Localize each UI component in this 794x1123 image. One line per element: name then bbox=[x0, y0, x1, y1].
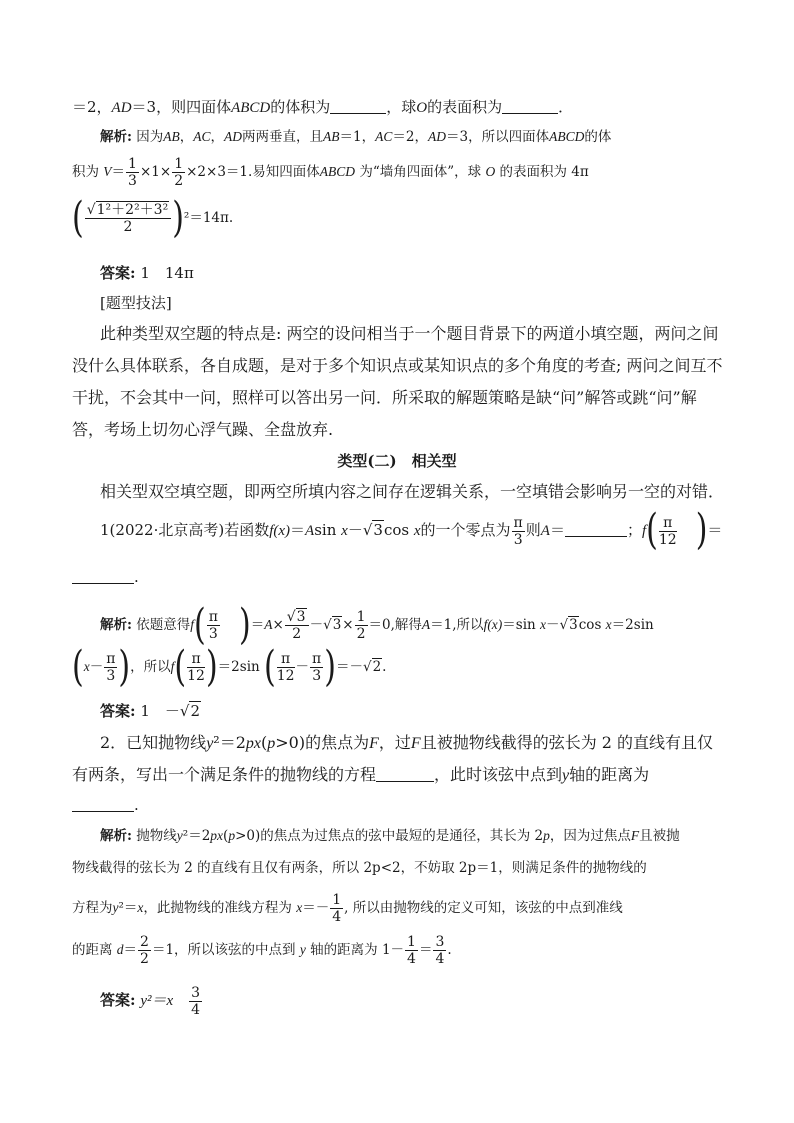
solution-line: ( $\frac{\text{√1²＋2²＋3²}}{2}$ )²＝14π. bbox=[72, 193, 234, 243]
fraction: $\frac{3}{4}$ bbox=[191, 984, 201, 1018]
answer-line: 答案: 1 14π bbox=[100, 264, 194, 282]
answer-blank bbox=[72, 569, 134, 584]
fraction: $\frac{√3}{2}$ bbox=[285, 609, 309, 642]
question-line: 1(2022·北京高考)若函数f(x)＝Asin x－√3cos x的一个零点为 $\frac{\pi}{3}$ 则A＝ ；f( $\frac{\pi}{12}$ )＝ bbox=[100, 505, 723, 555]
fraction: $\frac{\pi}{12}$ bbox=[658, 514, 677, 548]
fraction: $\frac{\text{√1²＋2²＋3²}}{2}$ bbox=[85, 202, 171, 235]
fraction: $\frac{\pi}{12}$ bbox=[276, 651, 295, 684]
fraction: $\frac{1}{2}$ bbox=[356, 609, 366, 642]
solution-line: 方程为y²＝x，此抛物线的准线方程为 x＝－ $\frac{1}{4}$ , 所以由抛物线的定义可知，该弦的中点到准线 bbox=[72, 892, 623, 925]
fraction: $\frac{\pi}{3}$ bbox=[312, 651, 322, 684]
fraction: $\frac{\pi}{3}$ bbox=[208, 609, 218, 642]
fraction: $\frac{2}{2}$ bbox=[140, 934, 149, 967]
answer-blank-line: . bbox=[72, 567, 139, 587]
answer-blank bbox=[330, 99, 386, 114]
right-paren: ) bbox=[172, 193, 184, 243]
left-paren: ( bbox=[72, 193, 84, 243]
fraction: $\frac{\pi}{12}$ bbox=[187, 651, 205, 684]
paragraph-line: 干扰，不会其中一问，照样可以答出另一问．所采取的解题策略是缺“问”解答或跳“问”解 bbox=[72, 388, 697, 407]
fraction: $\frac{3}{4}$ bbox=[435, 934, 445, 967]
answer-blank bbox=[502, 99, 558, 114]
section-title: 类型(二) 相关型 bbox=[337, 452, 457, 470]
fraction: $\frac{1}{4}$ bbox=[332, 892, 342, 925]
fraction: $\frac{\pi}{3}$ bbox=[513, 514, 523, 548]
solution-line: 的距离 d＝ $\frac{2}{2}$ ＝1，所以该弦的中点到 y 轴的距离为 1－ $\frac{1}{4}$ ＝ $\frac{3}{4}$ . bbox=[72, 934, 452, 967]
solution-line: (x－ $\frac{\pi}{3}$ )，所以f( $\frac{\pi}{12}$ )＝2sin ( $\frac{\pi}{12}$ － $\frac{\pi}{3}$ )＝－√2. bbox=[72, 642, 387, 692]
solution-line: 积为 V＝ $\frac{1}{3}$ ×1× $\frac{1}{2}$ ×2×3＝1.易知四面体ABCD 为“墙角四面体”，球 O 的表面积为 4π bbox=[72, 156, 589, 189]
problem-text-line: ＝2，AD＝3，则四面体ABCD的体积为 ，球O的表面积为 ． bbox=[72, 98, 574, 116]
answer-blank bbox=[565, 522, 627, 537]
answer-line: 答案: y²＝x $\frac{3}{4}$ bbox=[100, 984, 201, 1018]
answer-blank bbox=[72, 797, 134, 812]
question-line: 有两条，写出一个满足条件的抛物线的方程 ，此时该弦中点到y轴的距离为 bbox=[72, 765, 650, 784]
fraction: $\frac{1}{2}$ bbox=[174, 156, 184, 189]
solution-line: 物线截得的弦长为 2 的直线有且仅有两条，所以 2p<2，不妨取 2p＝1，则满足条件的抛物线的 bbox=[72, 860, 647, 876]
fraction: $\frac{\pi}{3}$ bbox=[106, 651, 116, 684]
answer-line: 答案: 1 －√2 bbox=[100, 702, 200, 720]
paragraph-line: 答，考场上切勿心浮气躁、全盘放弃. bbox=[72, 420, 334, 439]
fraction: $\frac{1}{4}$ bbox=[407, 934, 416, 967]
solution-line: 解析: 因为AB，AC，AD两两垂直，且AB＝1，AC＝2，AD＝3，所以四面体ABCD的体 bbox=[100, 129, 612, 145]
fraction: $\frac{1}{3}$ bbox=[128, 156, 137, 189]
paragraph-line: 相关型双空填空题，即两空所填内容之间存在逻辑关系，一空填错会影响另一空的对错． bbox=[100, 482, 725, 501]
paragraph-line: 此种类型双空题的特点是: 两空的设问相当于一个题目背景下的两道小填空题，两问之间 bbox=[100, 324, 719, 343]
solution-line: 解析: 抛物线y²＝2px(p>0)的焦点为过焦点的弦中最短的是通径，其长为 2p，因为过焦点F且被抛 bbox=[100, 828, 680, 844]
paragraph-line: 没什么具体联系，各自成题，是对于多个知识点或某知识点的多个角度的考查; 两问之间互不 bbox=[72, 356, 723, 375]
answer-blank-line: . bbox=[72, 795, 139, 815]
solution-line: 解析: 依题意得f( $\frac{\pi}{3}$ )＝A× $\frac{√3}{2}$ －√3× $\frac{1}{2}$ ＝0,解得A＝1,所以f(x)＝sin x－√3cos x＝2sin bbox=[100, 600, 654, 650]
section-heading: [题型技法] bbox=[100, 294, 172, 312]
answer-blank bbox=[376, 767, 434, 782]
question-line: 2．已知抛物线y²＝2px(p>0)的焦点为F，过F且被抛物线截得的弦长为 2 的直线有且仅 bbox=[100, 733, 714, 752]
